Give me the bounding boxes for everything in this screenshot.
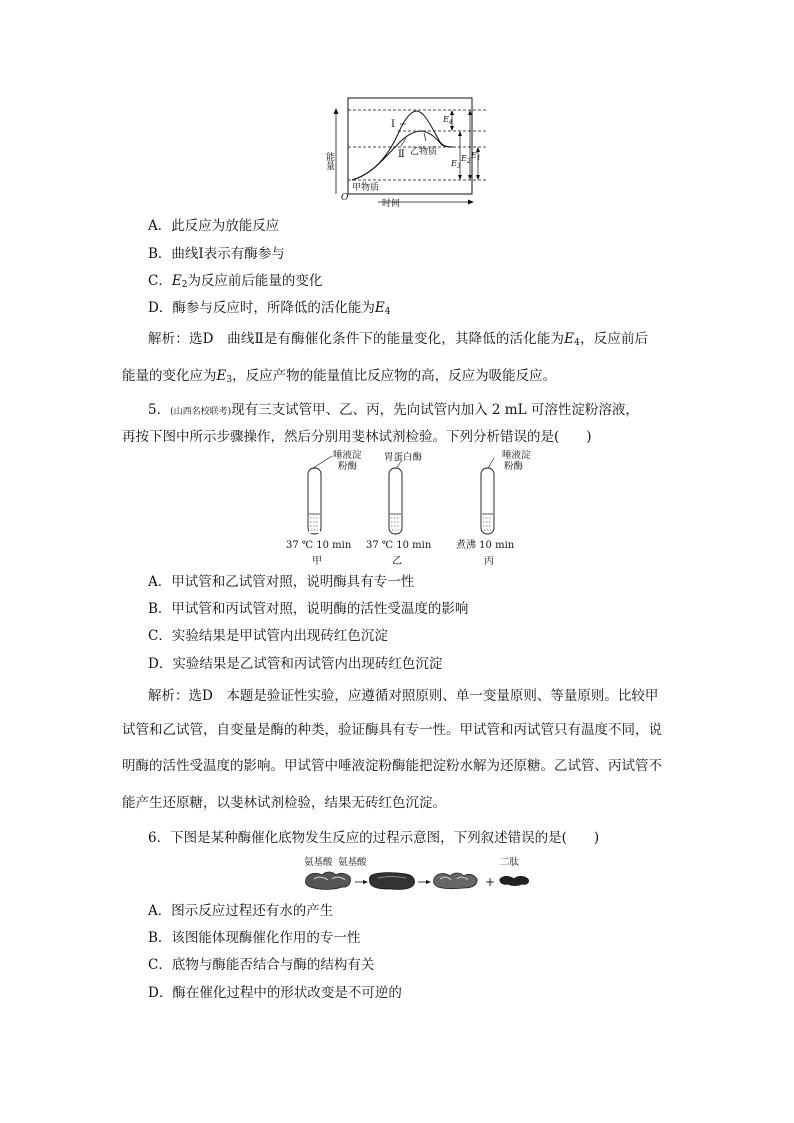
q4-option-a: A．此反应为放能反应 xyxy=(148,218,280,234)
q5-analysis-line-3: 明酶的活性受温度的影响。甲试管中唾液淀粉酶能把淀粉水解为还原糖。乙试管、丙试管不 xyxy=(122,758,662,774)
q5-option-a: A．甲试管和乙试管对照，说明酶具有专一性 xyxy=(148,574,415,590)
q4-option-d: D．酶参与反应时，所降低的活化能为$E_4$ xyxy=(148,300,391,317)
q5-option-c: C．实验结果是甲试管内出现砖红色沉淀 xyxy=(148,628,388,644)
tube-bing-condition: 煮沸 10 min xyxy=(456,540,515,551)
tube-bing xyxy=(481,458,494,534)
curve-1-label: Ⅰ xyxy=(391,119,395,130)
q5-analysis-line-2: 试管和乙试管，自变量是酶的种类，验证酶具有专一性。甲试管和丙试管只有温度不同，说 xyxy=(122,722,662,738)
origin-label: O xyxy=(341,193,349,203)
q4-analysis-line-1: 解析：选D 曲线Ⅱ是有酶催化条件下的能量变化，其降低的活化能为$E_4$，反应前后 xyxy=(148,331,649,348)
q4-option-b: B．曲线Ⅰ表示有酶参与 xyxy=(148,246,285,262)
e3-label: $E_3$ xyxy=(451,159,461,170)
dipeptide-shape xyxy=(500,876,529,885)
dipeptide-label: 二肽 xyxy=(500,857,520,868)
tube-bing-reagent-1: 唾液淀 xyxy=(502,450,531,461)
tube-jia xyxy=(308,456,332,534)
tube-yi xyxy=(389,460,402,534)
e2-label: $E_2$ xyxy=(461,154,471,165)
q5-analysis-line-4: 能产生还原糖，以斐林试剂检验，结果无砖红色沉淀。 xyxy=(122,795,446,811)
curve-2-label: Ⅱ xyxy=(398,149,405,160)
tube-yi-reagent: 胃蛋白酶 xyxy=(384,452,423,463)
enzyme-complex-shape xyxy=(369,873,414,890)
reactant-label: 甲物质 xyxy=(352,183,380,193)
q4-option-c: C．$E_2$为反应前后能量的变化 xyxy=(148,273,323,290)
q6-option-c: C．底物与酶能否结合与酶的结构有关 xyxy=(148,957,375,973)
curve-1 xyxy=(352,111,454,180)
q5-option-b: B．甲试管和丙试管对照，说明酶的活性受温度的影响 xyxy=(148,601,469,617)
q5-analysis-line-1: 解析：选D 本题是验证性实验，应遵循对照原则、单一变量原则、等量原则。比较甲 xyxy=(148,688,659,704)
tube-yi-name: 乙 xyxy=(392,556,402,567)
e1-label: $E_1$ xyxy=(471,151,481,162)
y-axis-label: 能量 xyxy=(324,152,334,170)
tube-jia-reagent-1: 唾液淀 xyxy=(333,450,362,461)
tube-jia-name: 甲 xyxy=(312,556,322,567)
q5-option-d: D．实验结果是乙试管和丙试管内出现砖红色沉淀 xyxy=(148,656,443,672)
enzyme-substrate-shape xyxy=(305,872,350,889)
tube-bing-name: 丙 xyxy=(484,556,494,567)
enzyme-reaction-figure xyxy=(302,855,532,897)
tube-yi-condition: 37 ℃ 10 min xyxy=(366,540,432,551)
q4-analysis-line-2: 能量的变化应为$E_3$，反应产物的能量值比反应物的高，反应为吸能反应。 xyxy=(122,368,557,385)
tube-bing-reagent-2: 粉酶 xyxy=(504,461,524,472)
amino-acid-label-1: 氨基酸 xyxy=(304,857,333,868)
plus-sign: + xyxy=(485,875,496,889)
q5-stem-line-1: 5．(山西名校联考)现有三支试管甲、乙、丙，先向试管内加入 2 mL 可溶性淀粉溶液， xyxy=(148,402,639,418)
product-label: 乙物质 xyxy=(410,147,438,157)
e4-label: $E_4$ xyxy=(443,115,453,126)
q5-stem-line-2: 再按下图中所示步骤操作，然后分别用斐林试剂检验。下列分析错误的是( ) xyxy=(122,429,592,445)
energy-diagram xyxy=(324,94,481,209)
test-tubes-figure xyxy=(280,450,531,568)
q6-stem: 6．下图是某种酶催化底物发生反应的过程示意图，下列叙述错误的是( ) xyxy=(148,830,600,846)
q6-option-b: B．该图能体现酶催化作用的专一性 xyxy=(148,930,361,946)
tube-jia-condition: 37 ℃ 10 min xyxy=(286,540,352,551)
amino-acid-label-2: 氨基酸 xyxy=(338,857,367,868)
diagram-frame xyxy=(348,98,472,194)
x-axis-label: 时间 xyxy=(382,199,401,209)
tube-jia-reagent-2: 粉酶 xyxy=(338,461,358,472)
q6-option-a: A．图示反应过程还有水的产生 xyxy=(148,903,334,919)
enzyme-shape xyxy=(434,873,477,889)
q6-option-d: D．酶在催化过程中的形状改变是不可逆的 xyxy=(148,985,402,1001)
